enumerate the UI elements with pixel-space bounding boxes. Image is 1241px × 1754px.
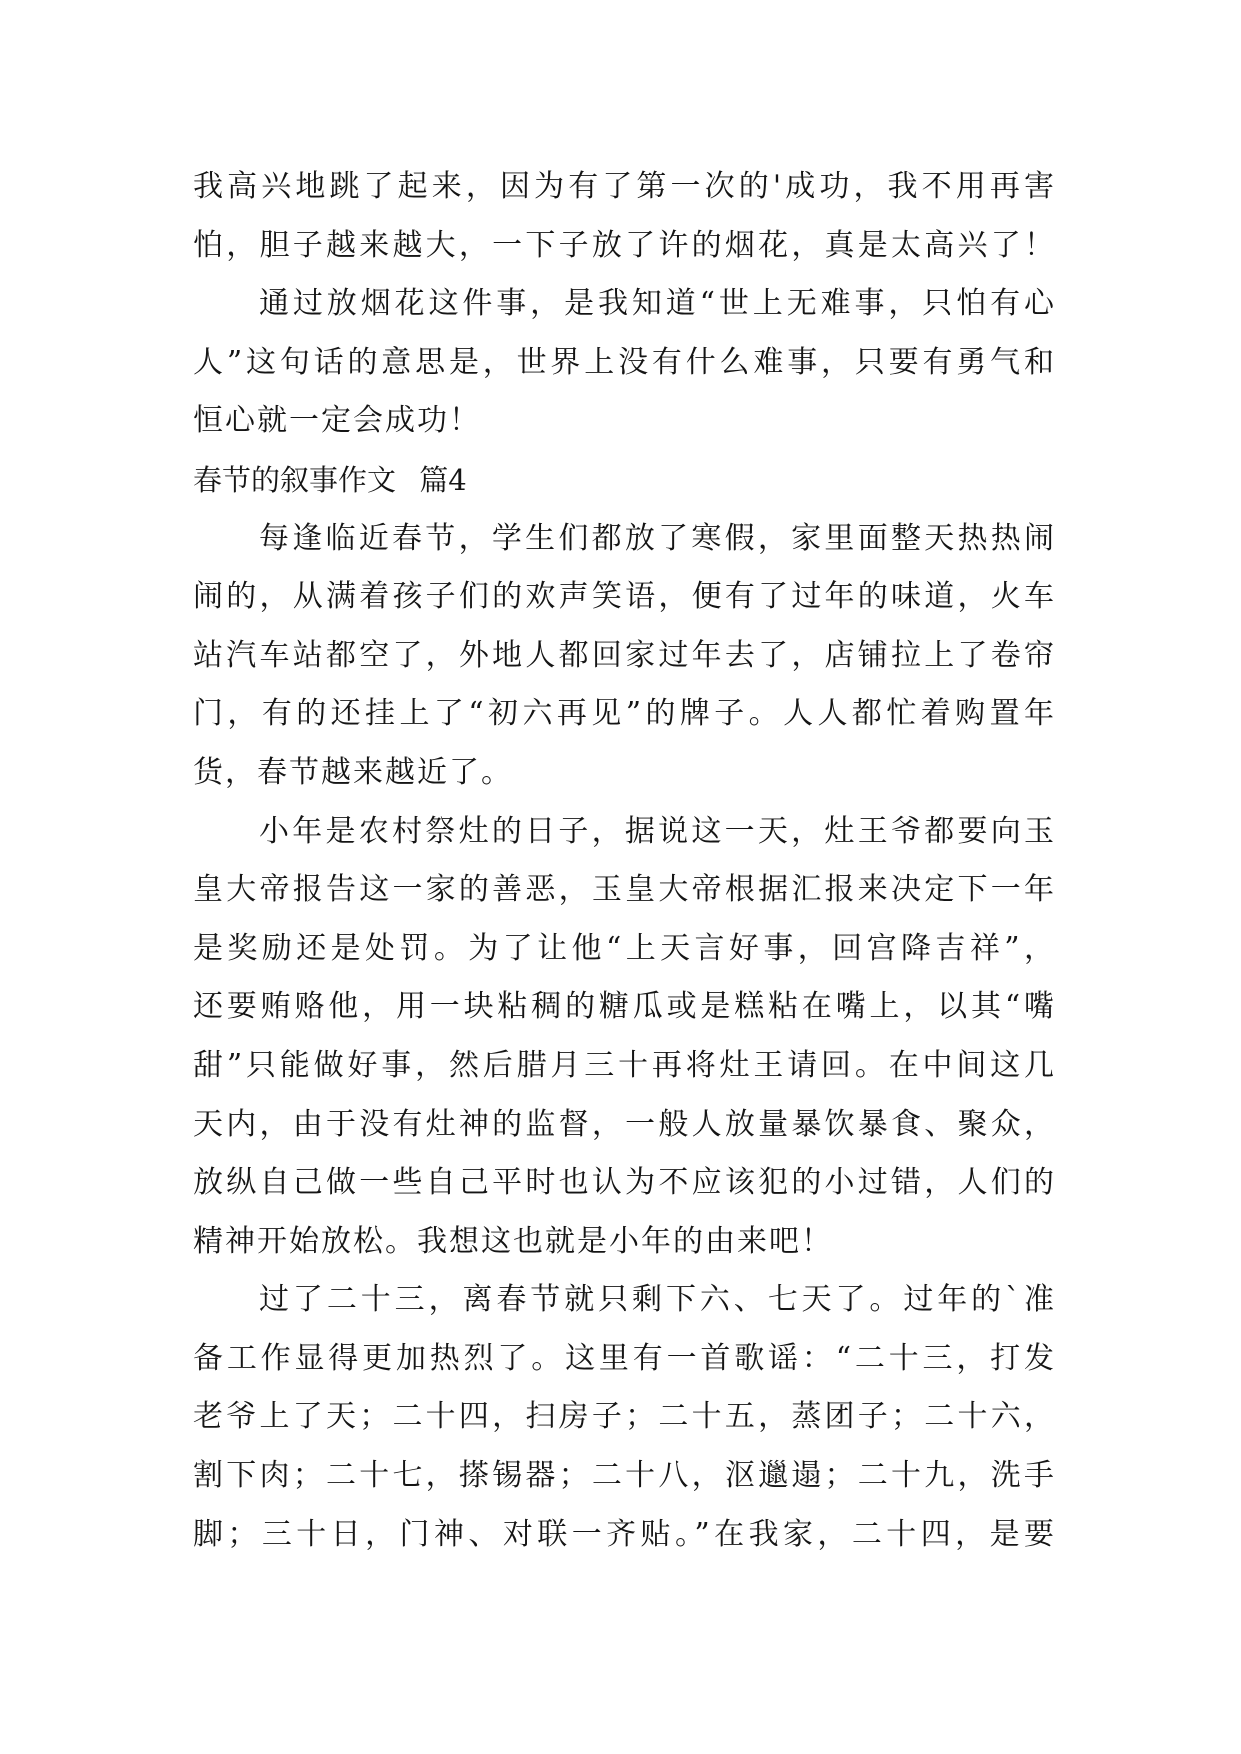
text-line: 每逢临近春节，学生们都放了寒假，家里面整天热热闹: [259, 520, 1056, 556]
paragraph: [193, 510, 1056, 803]
text-line: 闹的，从满着孩子们的欢声笑语，便有了过年的味道，火车: [193, 579, 1056, 615]
paragraph: [193, 275, 1056, 451]
text-line: 还要贿赂他，用一块粘稠的糖瓜或是糕粘在嘴上，以其“嘴: [193, 989, 1056, 1025]
text-line: 站汽车站都空了，外地人都回家过年去了，店铺拉上了卷帘: [193, 637, 1056, 673]
text-line: 恒心就一定会成功！: [193, 403, 481, 439]
paragraph: [193, 803, 1056, 1272]
text-line: 备工作显得更加热烈了。这里有一首歌谣：“二十三，打发: [193, 1340, 1056, 1376]
text-line: 脚；三十日，门神、对联一齐贴。”在我家，二十四，是要: [193, 1516, 1056, 1552]
text-line: 放纵自己做一些自己平时也认为不应该犯的小过错，人们的: [193, 1165, 1056, 1201]
text-line: 甜”只能做好事，然后腊月三十再将灶王请回。在中间这几: [193, 1047, 1056, 1083]
text-line: 天内，由于没有灶神的监督，一般人放量暴饮暴食、聚众，: [193, 1106, 1056, 1142]
text-line: 货，春节越来越近了。: [193, 754, 513, 790]
text-line: 精神开始放松。我想这也就是小年的由来吧！: [193, 1223, 833, 1259]
text-line: 我高兴地跳了起来，因为有了第一次的'成功，我不用再害: [193, 169, 1056, 204]
text-line: 皇大帝报告这一家的善恶，玉皇大帝根据汇报来决定下一年: [193, 872, 1056, 908]
text-line: 通过放烟花这件事，是我知道“世上无难事，只怕有心: [259, 286, 1056, 322]
text-line: 割下肉；二十七，搽锡器；二十八，沤邋遢；二十九，洗手: [193, 1458, 1056, 1494]
paragraph: [193, 1271, 1056, 1564]
paragraph: [193, 158, 1056, 275]
text-line: 是奖励还是处罚。为了让他“上天言好事，回宫降吉祥”，: [193, 930, 1056, 966]
text-line: 过了二十三，离春节就只剩下六、七天了。过年的`准: [259, 1282, 1056, 1318]
document-body: [193, 158, 1056, 1564]
text-line: 小年是农村祭灶的日子，据说这一天，灶王爷都要向玉: [259, 813, 1056, 849]
section-heading: 春节的叙事作文 篇4: [193, 462, 467, 497]
text-line: 门，有的还挂上了“初六再见”的牌子。人人都忙着购置年: [193, 696, 1056, 732]
text-line: 怕，胆子越来越大，一下子放了许的烟花，真是太高兴了！: [193, 227, 1056, 263]
text-line: 老爷上了天；二十四，扫房子；二十五，蒸团子；二十六，: [193, 1399, 1056, 1435]
text-line: 人”这句话的意思是，世界上没有什么难事，只要有勇气和: [193, 344, 1056, 380]
